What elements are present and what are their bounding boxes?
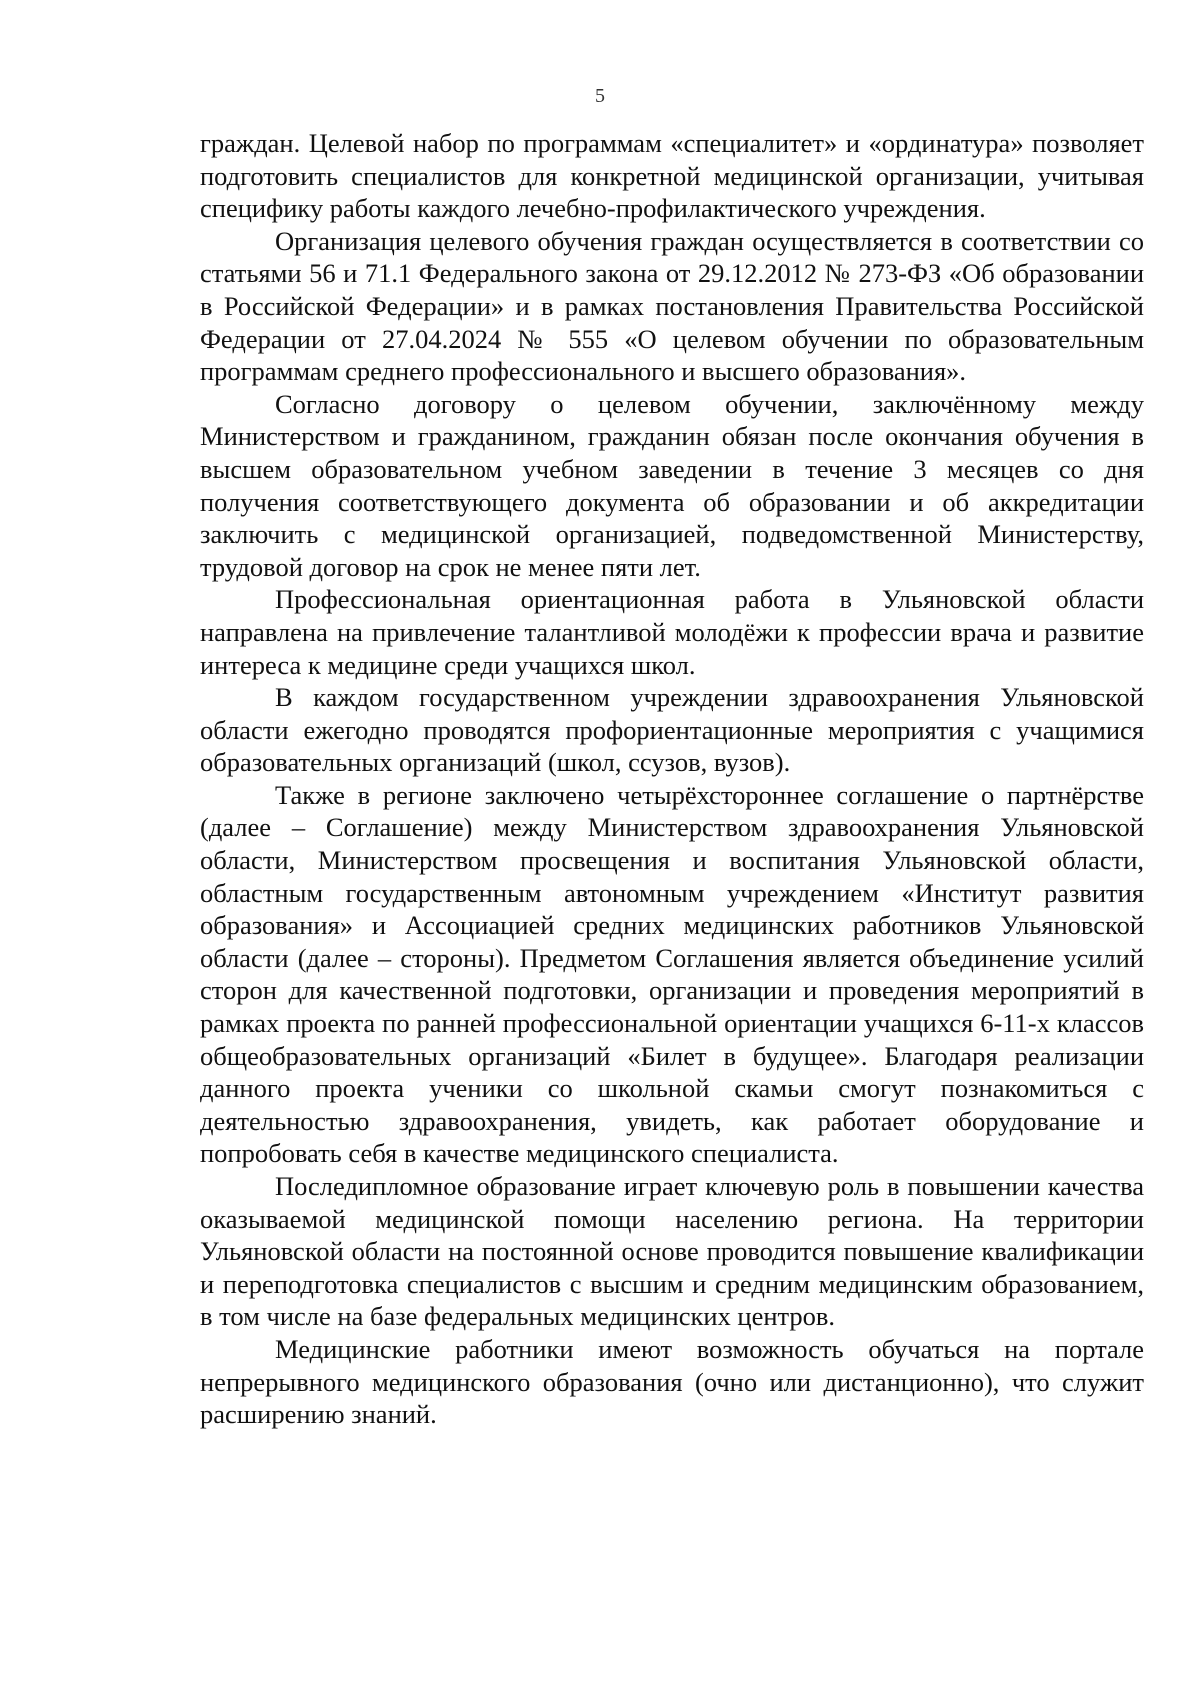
- paragraph-continuing-education: Медицинские работники имеют возможность обучаться на портале непрерывного медицинского образования (очно или дистанционно), что служит расширению знаний.: [200, 1333, 1144, 1430]
- paragraph-postgraduate-education: Последипломное образование играет ключевую роль в повышении качества оказываемой медицинской помощи населению региона. На территории Ульяновской области на постоянной основе проводится повышение квалификации и переподготовка специалистов с высшим и средним медицинским образованием, в том числе на базе федеральных медицинских центров.: [200, 1171, 1144, 1332]
- document-body: [200, 127, 1144, 1431]
- paragraph-training-agreement: Согласно договору о целевом обучении, заключённому между Министерством и гражданином, гражданин обязан после окончания обучения в высшем образовательном учебном заведении в течение 3 месяцев со дня получения соответствующего документа об образовании и об аккредитации заключить с медицинской организацией, подведомственной Министерству, трудовой договор на срок не менее пяти лет.: [200, 388, 1144, 582]
- page-number: 5: [595, 85, 605, 107]
- paragraph-partnership-agreement: Также в регионе заключено четырёхстороннее соглашение о партнёрстве (далее – Соглашение) между Министерством здравоохранения Ульяновской области, Министерством просвещения и воспитания Ульяновской области, областным государственным автономным учреждением «Институт развития образования» и Ассоциацией средних медицинских работников Ульяновской области (далее – стороны). Предметом Соглашения является объединение усилий сторон для качественной подготовки, организации и проведения мероприятий в рамках проекта по ранней профессиональной ориентации учащихся 6-11-х классов общеобразовательных организаций «Билет в будущее». Благодаря реализации данного проекта ученики со школьной скамьи смогут познакомиться с деятельностью здравоохранения, увидеть, как работает оборудование и попробовать себя в качестве медицинского специалиста.: [200, 779, 1144, 1169]
- paragraph-legal-basis: Организация целевого обучения граждан осуществляется в соответствии со статьями 56 и 71.1 Федерального закона от 29.12.2012 № 273-ФЗ «Об образовании в Российской Федерации» и в рамках постановления Правительства Российской Федерации от 27.04.2024 № 555 «О целевом обучении по образовательным программам среднего профессионального и высшего образования».: [200, 225, 1144, 387]
- paragraph-career-guidance: Профессиональная ориентационная работа в Ульяновской области направлена на привлечение талантливой молодёжи к профессии врача и развитие интереса к медицине среди учащихся школ.: [200, 584, 1144, 680]
- paragraph-targeted-enrollment: граждан. Целевой набор по программам «специалитет» и «ординатура» позволяет подготовить специалистов для конкретной медицинской организации, учитывая специфику работы каждого лечебно-профилактического учреждения.: [200, 128, 1144, 224]
- paragraph-annual-events: В каждом государственном учреждении здравоохранения Ульяновской области ежегодно проводятся профориентационные мероприятия с учащимися образовательных организаций (школ, ссузов, вузов).: [200, 682, 1144, 778]
